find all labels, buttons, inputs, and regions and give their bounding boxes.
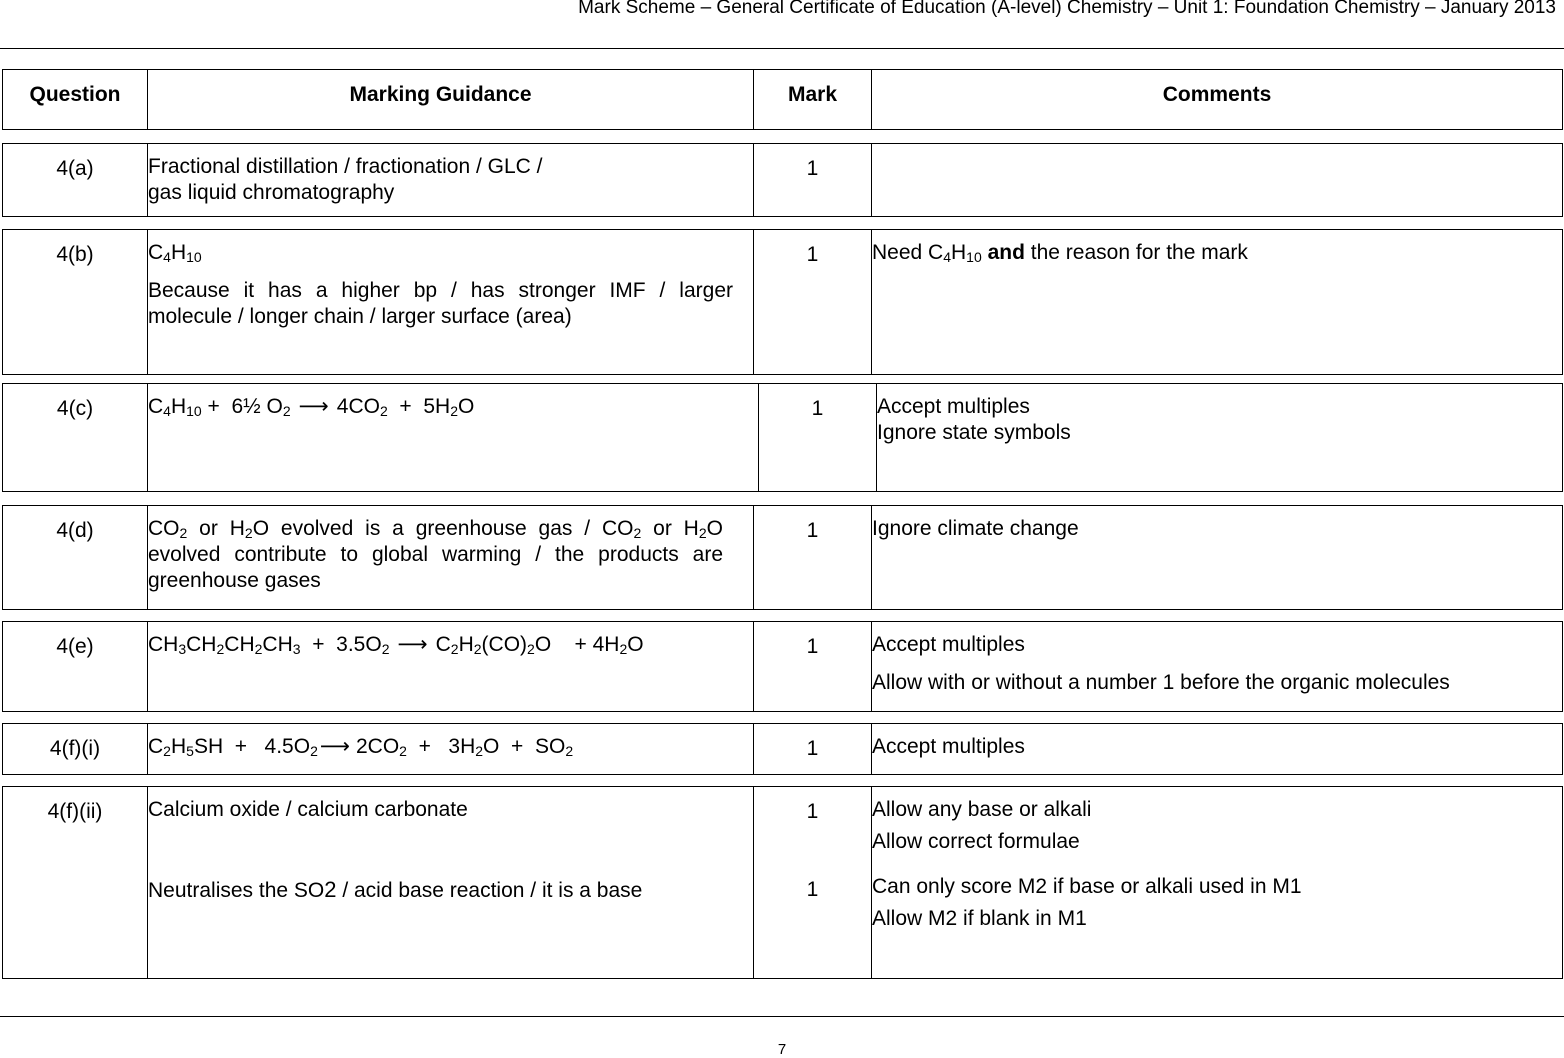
table-row — [2, 383, 1563, 492]
marking-guidance: $C_4H_{10}$ + 6½ $O_2$ ⟶ $4CO_2 + 5H_2O$ — [147, 384, 758, 491]
marking-guidance: $C_2H_5SH$ + $4.5O_2⟶$ $2CO_2 + 3H_2O + SO_2$ — [147, 724, 753, 774]
col-mark-header: Mark — [753, 70, 871, 129]
marking-guidance: $CO_2$ or $H_2O$ evolved is a greenhouse gas / $CO_2$ or $H_2O$ evolved contribute to global warming / the products are greenhouse gases — [147, 506, 753, 609]
comments — [871, 144, 1562, 216]
col-question-header: Question — [29, 83, 121, 106]
comments: Ignore climate change — [871, 506, 1562, 609]
question-number: 4(f)(ii) — [47, 800, 103, 823]
reaction-arrow-icon: ⟶ — [319, 735, 350, 758]
col-comments-header: Comments — [871, 70, 1562, 129]
table-row — [2, 621, 1563, 712]
table-row — [2, 723, 1563, 775]
marking-guidance: Calcium oxide / calcium carbonate Neutralises the SO2 / acid base reaction / it is a base — [147, 787, 753, 978]
marking-guidance: $CH_3CH_2CH_2CH_3 + 3.5O_2$ ⟶ $C_2H_2(CO)_2O$ + $4H_2O$ — [147, 622, 753, 711]
footer-rule — [0, 1016, 1564, 1017]
mark-value: 1 — [753, 724, 871, 774]
question-number: 4(e) — [56, 635, 94, 658]
table-row — [2, 786, 1563, 979]
mark-value: 1 — [753, 506, 871, 609]
formula: $C_4H_{10}$ — [148, 241, 202, 265]
question-number: 4(a) — [56, 157, 94, 180]
header-rule — [0, 48, 1564, 49]
question-number: 4(c) — [56, 397, 94, 420]
marking-guidance: $C_4H_{10}$ Because it has a higher bp / has stronger IMF / larger molecule / longer chain / larger surface (area) — [147, 230, 753, 374]
col-guidance-header: Marking Guidance — [147, 70, 753, 129]
mark-value: 1 — [753, 230, 871, 374]
question-number: 4(f)(i) — [49, 737, 101, 760]
comments: Need $C_4H_{10}$ and the reason for the mark — [871, 230, 1562, 374]
page-header: Mark Scheme – General Certificate of Education (A-level) Chemistry – Unit 1: Foundation Chemistry – January 2013 — [578, 0, 1556, 18]
question-number: 4(b) — [56, 243, 94, 266]
comments: Accept multiples — [871, 724, 1562, 774]
comments: Accept multiples Allow with or without a number 1 before the organic molecules — [871, 622, 1562, 711]
comments: Accept multiples Ignore state symbols — [876, 384, 1562, 491]
question-number: 4(d) — [56, 519, 94, 542]
marking-guidance: Fractional distillation / fractionation / GLC / gas liquid chromatography — [147, 144, 753, 216]
table-row — [2, 229, 1563, 375]
table-header-row — [2, 69, 1563, 130]
table-row — [2, 143, 1563, 217]
mark-value: 1 — [758, 384, 876, 491]
mark-value: 1 — [753, 622, 871, 711]
mark-value: 1 1 — [753, 787, 871, 978]
page-number: 7 — [777, 1041, 787, 1058]
mark-value: 1 — [753, 144, 871, 216]
table-row — [2, 505, 1563, 610]
reaction-arrow-icon: ⟶ — [397, 633, 428, 656]
reaction-arrow-icon: ⟶ — [298, 395, 329, 418]
comments: Allow any base or alkali Allow correct formulae Can only score M2 if base or alkali used in M1 Allow M2 if blank in M1 — [871, 787, 1562, 978]
